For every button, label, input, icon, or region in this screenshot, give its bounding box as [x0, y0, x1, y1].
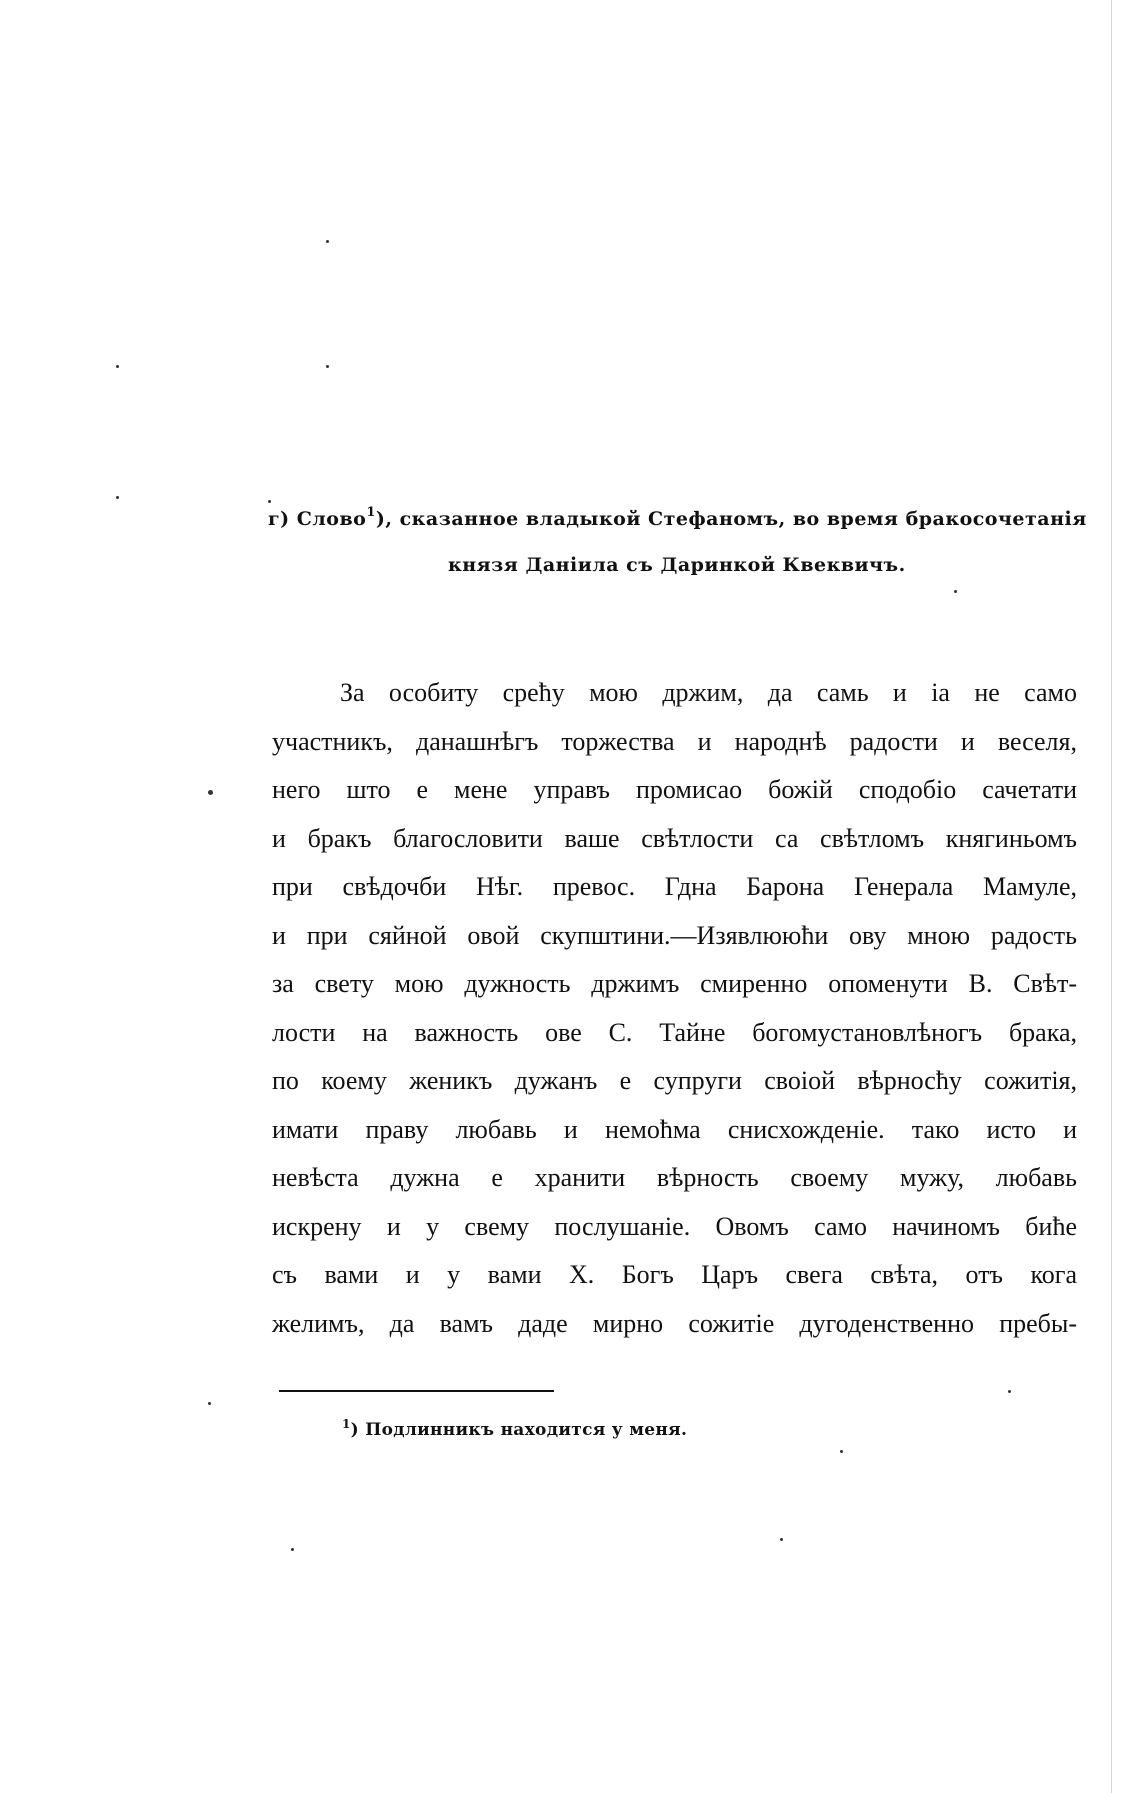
scan-speck	[208, 1402, 211, 1405]
body-text-line: по коему женикъ дужанъ е супруги своiой вѣрносħу сожитiя,	[272, 1066, 1077, 1095]
section-heading-line-2: князя Данiила съ Даринкой Квеквичъ.	[448, 554, 906, 576]
footnote-divider	[279, 1390, 554, 1392]
body-text-line: съ вами и у вами Х. Богъ Царъ свега свѣта, отъ кога	[272, 1260, 1077, 1289]
body-text-line: него што е мене управъ промисао божiй сподобiо сачетати	[272, 775, 1077, 804]
scan-speck	[326, 240, 329, 243]
footnote-marker: 1	[342, 1417, 351, 1431]
body-text-line: участникъ, данашнѣгъ торжества и народнѣ радости и веселя,	[272, 727, 1077, 756]
scan-speck	[116, 365, 119, 368]
scan-speck	[780, 1538, 783, 1541]
scan-speck	[840, 1450, 843, 1453]
section-heading-line-1	[268, 505, 1087, 530]
body-text-line: за свету мою дужность држимъ смиренно опоменути В. Свѣт-	[272, 969, 1077, 998]
body-text-line: желимъ, да вамъ даде мирно сожитiе дугоденственно пребы-	[272, 1309, 1077, 1338]
body-text-line: искрену и у свему послушанiе. Овомъ само начиномъ биħе	[272, 1212, 1077, 1241]
body-text-line: и бракъ благословити ваше свѣтлости са свѣтломъ княгиньомъ	[272, 824, 1077, 853]
body-text-line: невѣста дужна е хранити вѣрность своему мужу, любавь	[272, 1163, 1077, 1192]
body-text-line: и при сяйной овой скупштини.—Изявлююħи ову мною радость	[272, 921, 1077, 950]
scan-speck	[208, 790, 213, 795]
body-text-line: имати праву любавь и немоħма снисхожденiе. тако исто и	[272, 1115, 1077, 1144]
scan-edge-line	[1111, 0, 1112, 1793]
scan-speck	[326, 365, 329, 368]
body-text-line: лости на важность ове С. Тайне богомустановлѣногъ брака,	[272, 1018, 1077, 1047]
scan-speck	[954, 590, 957, 593]
body-text-line: при свѣдочби Нѣг. превос. Гдна Барона Генерала Мамуле,	[272, 872, 1077, 901]
scan-speck	[268, 500, 271, 503]
heading-rest: ), сказанное владыкой Стефаномъ, во время бракосочетанія	[375, 508, 1087, 530]
scan-speck	[116, 496, 119, 499]
body-text-line: За особиту среħу мою држим, да самь и iа не само	[340, 678, 1077, 707]
footnote	[342, 1417, 688, 1440]
scan-speck	[291, 1548, 294, 1551]
footnote-text: ) Подлинникъ находится у меня.	[350, 1420, 688, 1440]
scan-speck	[1008, 1390, 1011, 1393]
heading-footnote-marker: 1	[366, 505, 376, 520]
heading-prefix: г) Слово	[268, 508, 367, 530]
